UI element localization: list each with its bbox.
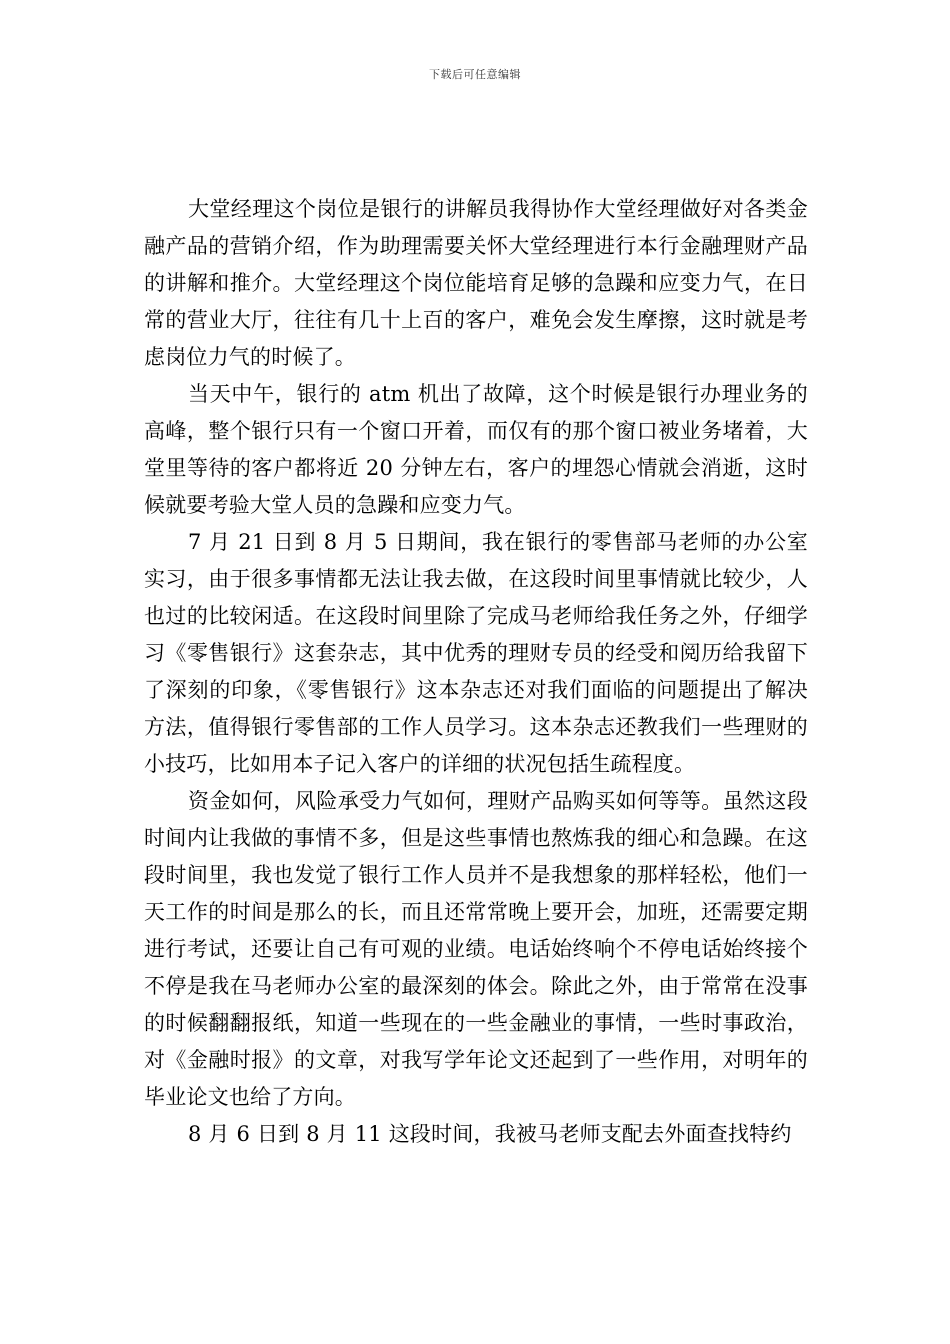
paragraph-3: 7 月 21 日到 8 月 5 日期间，我在银行的零售部马老师的办公室实习，由于很多事情都无法让我去做，在这段时间里事情就比较少，人也过的比较闲适。在这段时间里除了完成马老师给我任务之外，仔细学习《零售银行》这套杂志，其中优秀的理财专员的经受和阅历给我留下了深刻的印象，《零售银行》这本杂志还对我们面临的问题提出了解决方法，值得银行零售部的工作人员学习。这本杂志还教我们一些理财的小技巧，比如用本子记入客户的详细的状况包括生疏程度。 <box>144 530 808 776</box>
header-note: 下载后可任意编辑 <box>429 68 521 81</box>
paragraph-2: 当天中午，银行的 atm 机出了故障，这个时候是银行办理业务的高峰，整个银行只有一个窗口开着，而仅有的那个窗口被业务堵着，大堂里等待的客户都将近 20 分钟左右，客户的埋怨心情就会消逝，这时候就要考验大堂人员的急躁和应变力气。 <box>144 382 808 517</box>
body-text <box>144 191 808 1153</box>
paragraph-5: 8 月 6 日到 8 月 11 这段时间，我被马老师支配去外面查找特约 <box>188 1122 792 1146</box>
paragraph-1: 大堂经理这个岗位是银行的讲解员我得协作大堂经理做好对各类金融产品的营销介绍，作为助理需要关怀大堂经理进行本行金融理财产品的讲解和推介。大堂经理这个岗位能培育足够的急躁和应变力气，在日常的营业大厅，往往有几十上百的客户，难免会发生摩擦，这时就是考虑岗位力气的时候了。 <box>144 197 808 369</box>
paragraph-4: 资金如何，风险承受力气如何，理财产品购买如何等等。虽然这段时间内让我做的事情不多，但是这些事情也熬炼我的细心和急躁。在这段时间里，我也发觉了银行工作人员并不是我想象的那样轻松，他们一天工作的时间是那么的长，而且还常常晚上要开会，加班，还需要定期进行考试，还要让自己有可观的业绩。电话始终响个不停电话始终接个不停是我在马老师办公室的最深刻的体会。除此之外，由于常常在没事的时候翻翻报纸，知道一些现在的一些金融业的事情，一些时事政治，对《金融时报》的文章，对我写学年论文还起到了一些作用，对明年的毕业论文也给了方向。 <box>144 789 808 1109</box>
